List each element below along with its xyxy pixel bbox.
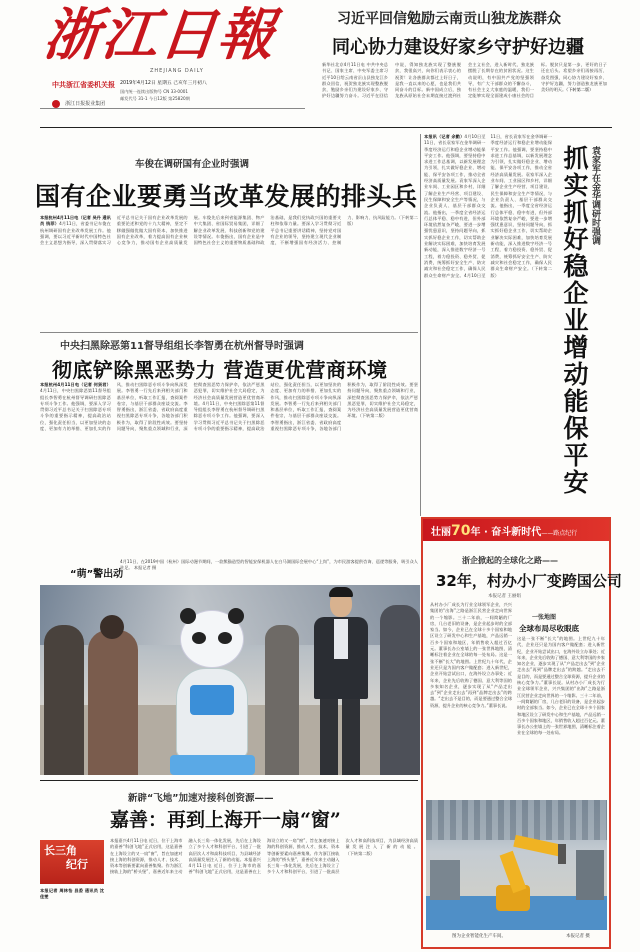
issue-info: [120, 80, 212, 102]
man-figure: [310, 585, 370, 775]
masthead-pinyin: ZHEJIANG DAILY: [150, 68, 204, 74]
firms-kicker: 车俊在调研国有企业时强调: [135, 159, 250, 170]
jiashan-more: （下转第二版）: [345, 850, 375, 856]
lead-more: （下转第二版）: [566, 87, 594, 93]
photo-caption-head: “萌”警出动: [70, 569, 124, 580]
date-line: 2019年4月12日 星期五 己亥年三月初八: [120, 81, 207, 86]
robot-photo: [40, 585, 420, 775]
column-tag: [40, 840, 104, 884]
lead-headline: 同心协力建设好家乡守护好边疆: [332, 37, 584, 58]
jiashan-headline: 嘉善：再到上海开一扇“窗”: [110, 809, 341, 831]
right-body: 本报讯（记者 余勤）4月10日至11日，省长袁家军在金华调研一季度经济运行和稳企业增动能保平安工作。他强调，要坚持稳中求进工作总基调，以新发展理念为引领，扎实做好稳企业、增动能、保平安各项工作，推动全省经济高质量发展。袁家军深入企业车间、工业园区和乡村，详细了解企业生产经营、项目建设、民生保障和安全生产等情况，与企业负责人、基层干部群众交流。他指出，一季度全省经济运行总体平稳、稳中有进，但外部环境依然复杂严峻，要进一步增强忧患意识，坚持问题导向，抓实抓好稳企业工作，切实帮助企业解决实际困难，加快培育发展新动能，深入推进数字经济一号工程，着力稳投资、稳外贸、促消费，统筹抓好安全生产、防灾减灾和社会稳定工作，确保人民群众生命财产安全。4月10日至11日，省长袁家军在金华调研一季度经济运行和稳企业增动能保平安工作。他强调，要坚持稳中求进工作总基调，以新发展理念为引领，扎实做好稳企业、增动能、保平安各项工作，推动全省经济高质量发展。袁家军深入企业车间、工业园区和乡村，详细了解企业生产经营、项目建设、民生保障和安全生产等情况，与企业负责人、基层干部群众交流。他指出，一季度全省经济运行总体平稳、稳中有进，但外部环境依然复杂严峻，要进一步增强忧患意识，坚持问题导向，抓实抓好稳企业工作，切实帮助企业解决实际困难，加快培育发展新动能，深入推进数字经济一号工程，着力稳投资、稳外贸、促消费，统筹抓好安全生产、防灾减灾和社会稳定工作，确保人民群众生命财产安全。（下转第二版）: [424, 134, 552, 278]
banner-tail: ——路点纪行: [541, 530, 578, 537]
feature-kicker: 浙企掀起的全球化之路——: [462, 556, 558, 565]
photo-caption: 4月11日，在2019中国（杭州）国际动漫节期间，一款熊猫造型的智能安保机器人在白马湖国际会展中心“上岗”，为市民游客提供咨询、巡逻等服务，吸引众人驻足。 本报记者 摄: [120, 559, 418, 570]
feature-body-left: 从村办小厂成长为行业全球领军企业，兴兴集团的“出海”之路是浙江民营企业走向世界的一个缩影。三十二年前，一间简陋的厂房，几台老旧的设备，是企业起步时的全部家当。如今，企业已在全球十多个国家和地区设立了研发中心和生产基地，产品远销一百多个国家和地区，年销售收入超过百亿元。董事长办公室墙上的一张世界地图，清晰标注着企业在全球的每一处布局。这是一张不断“长大”的地图。上世纪九十年代，企业还只是为国内客户做配套；进入新世纪，企业开始尝试出口，在海外设立办事处；近年来，企业先后收购了德国、意大利等国的多家知名企业，逐步实现了从“产品走出去”到“企业走出去”再到“品牌走出去”的跨越。“走出去不是目的，而是要通过整合全球资源，提升企业的核心竞争力。”董事长说。: [430, 602, 512, 708]
right-headline: 抓实抓好稳企业增动能保平安: [560, 145, 589, 496]
photo-credit: 本报记者 摄: [133, 565, 157, 570]
firms-headline: 国有企业要勇当改革发展的排头兵: [35, 182, 418, 211]
feature-byline: 本报记者 王丽娟: [488, 594, 521, 599]
sweep-more: （下转第二版）: [359, 413, 387, 419]
group-logo-icon: [52, 100, 60, 108]
sweep-body: 本报杭州4月11日电（记者 何贤君）4月11日，中央扫黑除恶第11督导组组长李智勇在杭州督导调研扫黑除恶专项斗争工作。他强调，要深入学习贯彻习近平总书记关于扫黑除恶专项斗争的重要指示精神，提高政治站位，强化责任担当，以更加坚决的态度、更加有力的举措、更加扎实的作风，推动扫黑除恶专项斗争向纵深发展。李智勇一行先后来到相关部门和基层单位，听取工作汇报，查阅案件卷宗，与基层干部群众座谈交流。李智勇指出，浙江省委、省政府高度重视扫黑除恶专项斗争，各地各部门积极作为，取得了阶段性成效。要坚持问题导向，聚焦重点领域和行业，深挖彻查黑恶势力保护伞，依法严惩黑恶犯罪，切实维护社会大局稳定，为经济社会高质量发展营造更优营商环境。4月11日，中央扫黑除恶第11督导组组长李智勇在杭州督导调研扫黑除恶专项斗争工作。他强调，要深入学习贯彻习近平总书记关于扫黑除恶专项斗争的重要指示精神，提高政治站位，强化责任担当，以更加坚决的态度、更加有力的举措、更加扎实的作风，推动扫黑除恶专项斗争向纵深发展。李智勇一行先后来到相关部门和基层单位，听取工作汇报，查阅案件卷宗，与基层干部群众座谈交流。李智勇指出，浙江省委、省政府高度重视扫黑除恶专项斗争，各地各部门积极作为，取得了阶段性成效。要坚持问题导向，聚焦重点领域和行业，深挖彻查黑恶势力保护伞，依法严惩黑恶犯罪，切实维护社会大局稳定，为经济社会高质量发展营造更优营商环境。（下转第二版）: [40, 382, 418, 432]
factory-caption: 图为企业智能化生产车间。: [452, 934, 506, 939]
column-tag-title: 长三角: [44, 844, 77, 857]
feature-sub-head: 全球布局尽收眼底: [519, 624, 579, 633]
lead-kicker: 习近平回信勉励云南贡山独龙族群众: [337, 11, 561, 27]
banner-prefix: 壮丽: [431, 527, 451, 538]
feature-headline: 32年，村办小厂变跨国公司: [436, 572, 622, 590]
party-line: 中共浙江省委机关报: [52, 81, 115, 89]
factory-credit: 本报记者 摄: [566, 934, 590, 939]
panda-robot: [170, 610, 255, 775]
sweep-kicker: 中央扫黑除恶第11督导组组长李智勇在杭州督导时强调: [60, 341, 304, 352]
right-more: （下转第二版）: [490, 266, 552, 278]
group-name: 浙江日报报业集团: [65, 101, 106, 107]
firms-more: （下转第二版）: [347, 215, 418, 227]
firms-body: 本报杭州4月11日电（记者 吴丹 通讯员 钱菲）4月11日，省委书记车俊在杭州调研国有企业改革发展工作。他强调，要以习近平新时代中国特色社会主义思想为指导，深入贯彻落实习近平总书记关于国有企业改革发展的重要论述和党的十九大精神，坚定不移做强做优做大国有资本，加快推进国有企业改革，着力提高国有企业核心竞争力，推动国有企业高质量发展。车俊先后来到省能源集团、物产中大集团、省国际贸易集团，详细了解企业改革发展、科技创新和党的建设等情况。车俊指出，国有企业是中国特色社会主义的重要物质基础和政治基础，是我们党执政兴国的重要支柱和依靠力量。要深入学习贯彻习近平总书记重要讲话精神，坚持党对国有企业的领导，坚持建立现代企业制度，不断增强国有经济活力、控制力、影响力、抗风险能力。（下转第二版）: [40, 215, 418, 246]
code-line: 邮发代号 31-1 今日12版 第25820期: [120, 96, 190, 101]
column-tag-sub: 纪行: [66, 858, 88, 871]
feature-body-right: 这是一张不断“长大”的地图。上世纪九十年代，企业还只是为国内客户做配套；进入新世纪，企业开始尝试出口，在海外设立办事处；近年来，企业先后收购了德国、意大利等国的多家知名企业，逐步实现了从“产品走出去”到“企业走出去”再到“品牌走出去”的跨越。“走出去不是目的，而是要通过整合全球资源，提升企业的核心竞争力。”董事长说。从村办小厂成长为行业全球领军企业，兴兴集团的“出海”之路是浙江民营企业走向世界的一个缩影。三十二年前，一间简陋的厂房，几台老旧的设备，是企业起步时的全部家当。如今，企业已在全球十多个国家和地区设立了研发中心和生产基地，产品远销一百多个国家和地区，年销售收入超过百亿元。董事长办公室墙上的一张世界地图，清晰标注着企业在全球的每一处布局。: [517, 636, 605, 736]
right-kicker: 袁家军在金华调研时强调: [590, 146, 600, 245]
jiashan-kicker: 新辟“飞地”加速对接科创资源——: [128, 793, 274, 804]
feature-banner: [423, 519, 609, 541]
factory-photo: [426, 800, 607, 930]
jiashan-lead: 本报记者 周林怡 县委 通讯员 沈佳雯: [40, 888, 104, 900]
jiashan-body: 本报嘉兴4月11日电 近日，位于上海市的嘉善“科创飞地”正式启用，这是嘉善在上海设立的又一扇“窗”，旨在加速对接上海的科创资源，推动人才、技术、资本等创新要素向嘉善集聚。作为浙江接轨上海的“桥头堡”，嘉善近年来主动融入长三角一体化发展，先后在上海设立了多个人才和科创平台，引进了一批高层次人才和高科技项目，为县域经济高质量发展注入了新的动能。本报嘉兴4月11日电 近日，位于上海市的嘉善“科创飞地”正式启用，这是嘉善在上海设立的又一扇“窗”，旨在加速对接上海的科创资源，推动人才、技术、资本等创新要素向嘉善集聚。作为浙江接轨上海的“桥头堡”，嘉善近年来主动融入长三角一体化发展，先后在上海设立了多个人才和科创平台，引进了一批高层次人才和高科技项目，为县域经济高质量发展注入了新的动能。（下转第二版）: [110, 838, 418, 875]
issn-line: 国内统一连续出版物号 CN 33-0001: [120, 89, 189, 94]
group-logo: [52, 93, 108, 107]
sweep-headline: 彻底铲除黑恶势力 营造更优营商环境: [52, 358, 388, 382]
masthead-logo: 浙江日報: [40, 2, 280, 68]
banner-num: 70: [451, 523, 471, 539]
feature-sub-small: 一张地图: [532, 614, 557, 621]
lead-body: 新华社北京4月11日电 中共中央总书记、国家主席、中央军委主席习近平10日给云南省贡山县独龙江乡群众回信，祝贺独龙族实现整族脱贫，勉励乡亲们为建设好家乡、守护好边疆努力奋斗。习近平在回信中说，得知独龙族实现了整族脱贫，我很高兴，向你们表示衷心的祝贺！让各族群众都过上好日子，是我一直以来的心愿，也是我们共同奋斗的目标。新中国成立后，独龙族从原始社会末期直接过渡到社会主义社会，进入新时代，独龙族摆脱了长期存在的贫困状况。这生动说明，有中国共产党的坚强领导，有广大干部群众的不懈奋斗，有社会主义大家庭的温暖，我们一定能够实现全面建成小康社会的目标。脱贫只是第一步，更好的日子还在后头。希望乡亲们再接再厉、奋发图强，同心协力建设好家乡、守护好边疆，努力创造独龙族更加美好的明天。（下转第二版）: [322, 62, 607, 99]
banner-suffix: 年 · 奋斗新时代: [470, 527, 542, 538]
robot-arm: [466, 830, 566, 910]
